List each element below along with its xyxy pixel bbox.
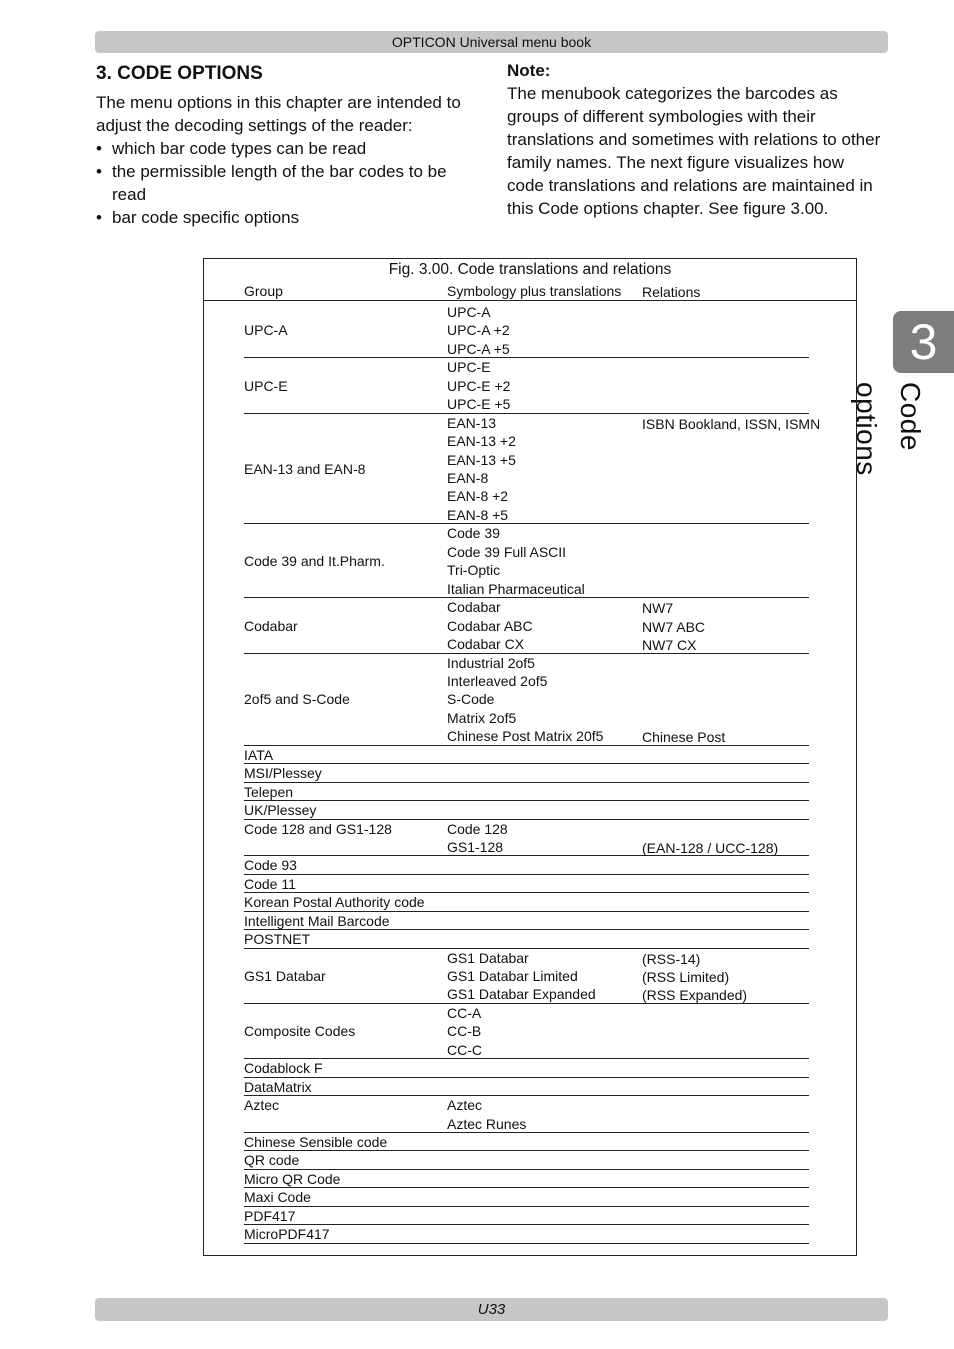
table-row bbox=[244, 912, 809, 930]
symbology-cell: Codabar bbox=[447, 599, 501, 616]
table-row bbox=[244, 875, 809, 893]
table-row bbox=[244, 1004, 809, 1059]
relation-cell: (RSS Limited) bbox=[642, 969, 730, 986]
symbology-cell: Chinese Post Matrix 20f5 bbox=[447, 728, 604, 745]
table-row bbox=[244, 930, 809, 948]
chapter-number: 3 bbox=[909, 314, 938, 370]
group-cell: IATA bbox=[244, 746, 274, 763]
table-row bbox=[244, 303, 809, 358]
symbology-cell: Aztec Runes bbox=[447, 1115, 527, 1132]
book-title: OPTICON Universal menu book bbox=[391, 34, 592, 50]
symbology-cell: EAN-13 +2 bbox=[447, 433, 516, 450]
page-header bbox=[95, 31, 888, 53]
symbology-cell: UPC-A bbox=[447, 304, 491, 320]
column-header-relations: Relations bbox=[642, 284, 701, 300]
group-cell: Aztec bbox=[244, 1097, 280, 1114]
table-row bbox=[244, 1170, 809, 1188]
symbology-cell: GS1 Databar Limited bbox=[447, 968, 578, 985]
group-cell: Codablock F bbox=[244, 1060, 323, 1077]
page-footer bbox=[95, 1298, 888, 1321]
group-cell: PDF417 bbox=[244, 1207, 296, 1224]
symbology-cell: Matrix 2of5 bbox=[447, 709, 517, 726]
symbology-cell: UPC-A +5 bbox=[447, 340, 510, 357]
group-cell: Maxi Code bbox=[244, 1189, 311, 1206]
symbology-cell: CC-A bbox=[447, 1004, 482, 1021]
table-row bbox=[244, 801, 809, 819]
symbology-cell: Codabar ABC bbox=[447, 617, 533, 634]
section-intro bbox=[96, 63, 481, 229]
symbology-cell: Code 128 bbox=[447, 820, 508, 837]
table-row bbox=[244, 1151, 809, 1169]
group-cell: GS1 Databar bbox=[244, 968, 326, 985]
table-row bbox=[244, 414, 821, 525]
group-cell: Chinese Sensible code bbox=[244, 1134, 388, 1151]
symbology-cell: UPC-A +2 bbox=[447, 322, 510, 339]
symbology-cell: EAN-8 +2 bbox=[447, 488, 509, 505]
group-cell: Codabar bbox=[244, 617, 298, 634]
table-row bbox=[244, 746, 809, 764]
table-row bbox=[244, 1188, 809, 1206]
symbology-cell: EAN-13 bbox=[447, 414, 497, 431]
relation-cell: NW7 ABC bbox=[642, 618, 706, 635]
relation-cell: ISBN Bookland, ISSN, ISMN bbox=[642, 415, 821, 432]
table-row bbox=[244, 1078, 809, 1096]
table-row bbox=[244, 1059, 809, 1077]
group-cell: MSI/Plessey bbox=[244, 765, 322, 782]
intro-text: The menu options in this chapter are intended to adjust the decoding settings of the reader: bbox=[96, 93, 461, 135]
symbology-cell: Industrial 2of5 bbox=[447, 654, 535, 671]
table-row bbox=[244, 1096, 809, 1133]
bullet-item: • which bar code types can be read bbox=[96, 137, 481, 160]
symbology-cell: Tri-Optic bbox=[447, 562, 501, 579]
table-row bbox=[244, 598, 809, 653]
symbology-cell: UPC-E +2 bbox=[447, 377, 511, 394]
symbology-cell: S-Code bbox=[447, 691, 495, 708]
section-title: 3. CODE OPTIONS bbox=[96, 63, 263, 84]
symbology-cell: Code 39 bbox=[447, 525, 500, 542]
group-cell: Telepen bbox=[244, 783, 294, 800]
table-row bbox=[244, 764, 809, 782]
group-cell: Code 11 bbox=[244, 875, 296, 892]
group-cell: Korean Postal Authority code bbox=[244, 894, 425, 911]
table-row bbox=[244, 820, 809, 857]
bullet-item: • bar code specific options bbox=[96, 206, 481, 229]
relation-cell: (RSS-14) bbox=[642, 950, 701, 967]
table-row bbox=[244, 783, 809, 801]
chapter-tab bbox=[893, 311, 954, 373]
symbology-cell: EAN-13 +5 bbox=[447, 451, 516, 468]
figure-code-translations bbox=[203, 258, 857, 1256]
group-cell: QR code bbox=[244, 1152, 300, 1169]
symbology-cell: Aztec bbox=[447, 1097, 483, 1114]
table-row bbox=[244, 358, 809, 413]
symbology-cell: CC-B bbox=[447, 1023, 482, 1040]
page-number: U33 bbox=[477, 1301, 506, 1318]
relation-cell: (RSS Expanded) bbox=[642, 987, 748, 1004]
table-row bbox=[244, 1207, 809, 1225]
column-header-symbology: Symbology plus translations bbox=[447, 283, 622, 299]
bullet-item: • the permissible length of the bar codes to be read bbox=[96, 160, 481, 206]
table-row bbox=[244, 1225, 809, 1243]
table-row bbox=[244, 949, 809, 1004]
relation-cell: Chinese Post bbox=[642, 729, 726, 746]
symbology-cell: Code 39 Full ASCII bbox=[447, 543, 567, 560]
group-cell: EAN-13 and EAN-8 bbox=[244, 460, 366, 477]
figure-caption: Fig. 3.00. Code translations and relations bbox=[388, 261, 672, 278]
note-block bbox=[507, 59, 882, 220]
table-row bbox=[244, 856, 809, 874]
header-divider bbox=[204, 300, 856, 301]
table-row bbox=[244, 1133, 809, 1151]
symbology-cell: Codabar CX bbox=[447, 636, 525, 653]
bullet-list bbox=[96, 137, 481, 229]
group-cell: 2of5 and S-Code bbox=[244, 691, 350, 708]
relation-cell: NW7 bbox=[642, 600, 674, 617]
group-cell: Code 93 bbox=[244, 857, 297, 874]
symbology-cell: UPC-E +5 bbox=[447, 396, 511, 413]
symbology-cell: UPC-E bbox=[447, 359, 491, 376]
table-row bbox=[244, 654, 809, 746]
group-cell: Intelligent Mail Barcode bbox=[244, 912, 390, 929]
group-cell: Composite Codes bbox=[244, 1023, 356, 1040]
group-cell: Micro QR Code bbox=[244, 1170, 341, 1187]
group-cell: DataMatrix bbox=[244, 1078, 312, 1095]
note-title: Note: bbox=[507, 61, 551, 80]
group-cell: UK/Plessey bbox=[244, 802, 317, 819]
group-cell: POSTNET bbox=[244, 931, 311, 948]
symbology-cell: GS1-128 bbox=[447, 838, 504, 855]
symbology-cell: EAN-8 bbox=[447, 470, 489, 487]
code-table bbox=[244, 303, 821, 1244]
symbology-cell: Interleaved 2of5 bbox=[447, 672, 548, 689]
note-body: The menubook categorizes the barcodes as groups of different symbologies with their translations and sometimes with relations to other family names. The next figure visualizes how code translations and relations are maintained in this Code options chapter. See figure 3.00. bbox=[507, 84, 881, 218]
symbology-cell: GS1 Databar Expanded bbox=[447, 986, 596, 1003]
column-header-group: Group bbox=[244, 283, 283, 299]
group-cell: Code 39 and It.Pharm. bbox=[244, 553, 385, 570]
symbology-cell: CC-C bbox=[447, 1041, 482, 1058]
group-cell: UPC-A bbox=[244, 322, 288, 339]
relation-cell: (EAN-128 / UCC-128) bbox=[642, 839, 779, 856]
table-row bbox=[244, 893, 809, 911]
symbology-cell: GS1 Databar bbox=[447, 949, 529, 966]
symbology-cell: Italian Pharmaceutical bbox=[447, 580, 585, 597]
symbology-cell: EAN-8 +5 bbox=[447, 506, 509, 523]
group-cell: Code 128 and GS1-128 bbox=[244, 820, 392, 837]
group-cell: MicroPDF417 bbox=[244, 1226, 330, 1243]
chapter-label: Code options bbox=[851, 382, 926, 476]
relation-cell: NW7 CX bbox=[642, 637, 697, 654]
table-row bbox=[244, 524, 809, 598]
group-cell: UPC-E bbox=[244, 377, 288, 394]
